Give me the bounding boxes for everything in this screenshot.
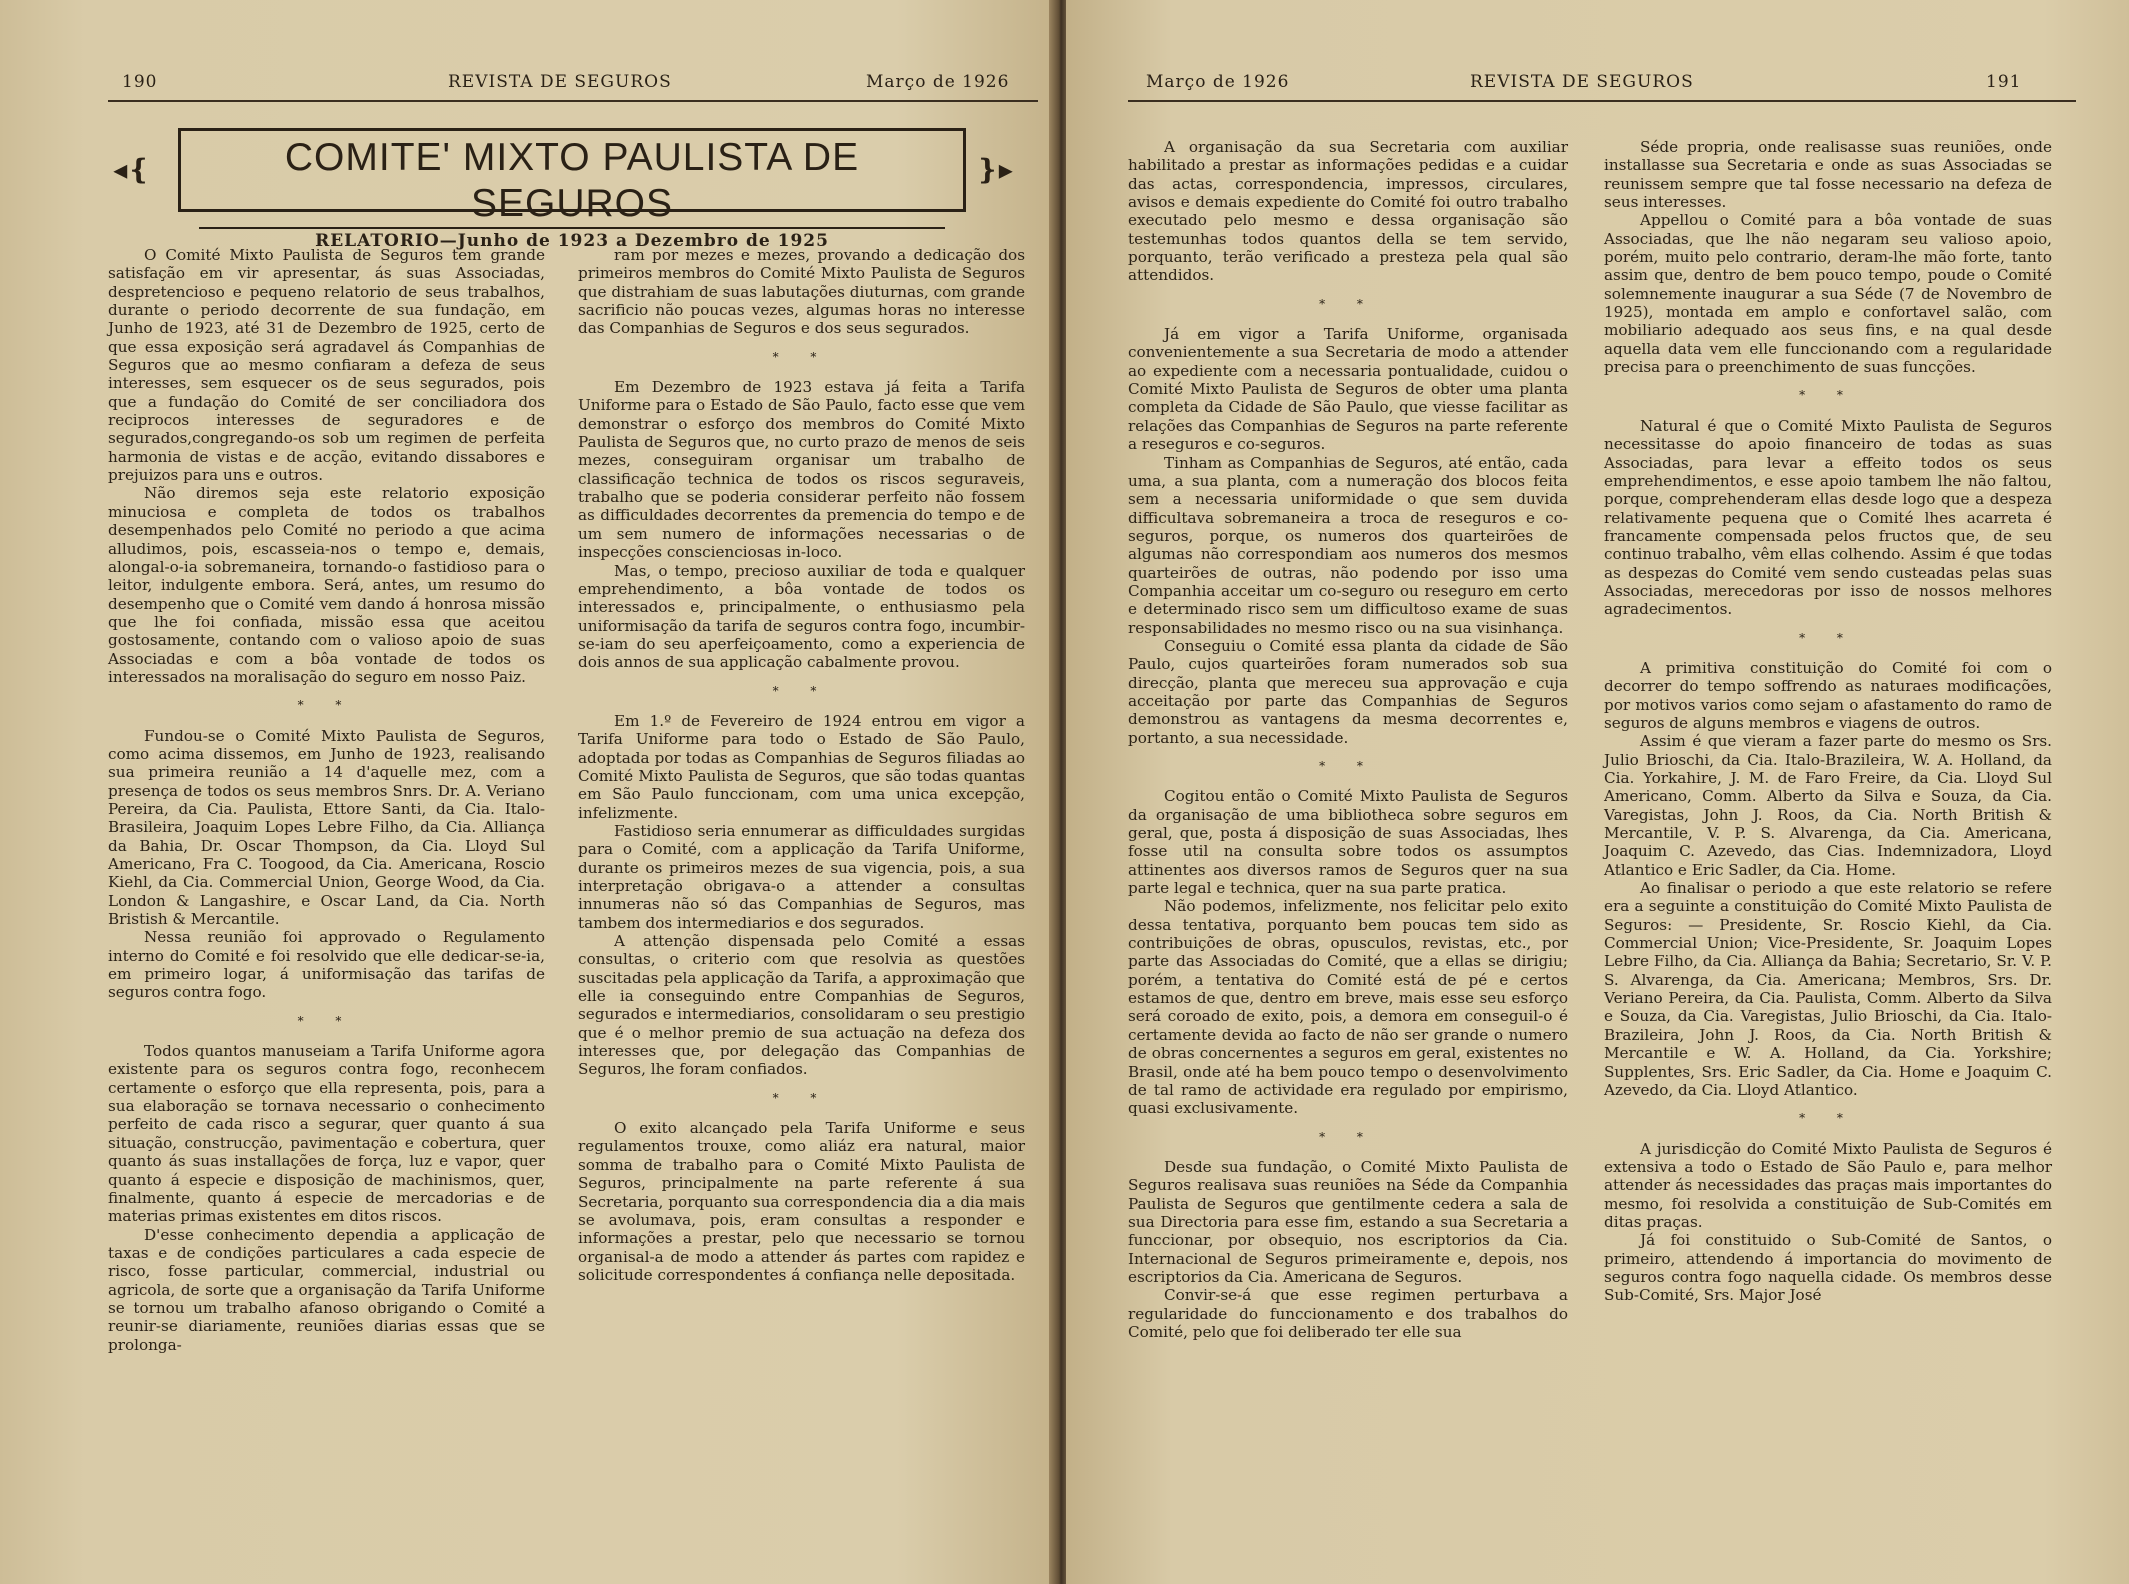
paragraph: Cogitou então o Comité Mixto Paulista de Seguros da organisação de uma bibliotheca sobre seguros em geral, que, posta á disposição de suas Associadas, lhes fosse util na consulta sobre todos os assumptos attinentes aos diversos ramos de Seguros quer na sua parte legal e technica, quer na sua parte pratica. [1128,787,1568,898]
right-column-1 [1128,138,1568,1341]
paragraph: Já em vigor a Tarifa Uniforme, organisada convenientemente a sua Secretaria de modo a attender ao expediente com a necessaria pontualidade, cuidou o Comité Mixto Paulista de Seguros de obter uma planta completa da Cidade de São Paulo, que viesse facilitar as relações das Companhias de Seguros na parte referente a reseguros e co-seguros. [1128,325,1568,454]
header-rule-left [108,100,1038,102]
paragraph: Natural é que o Comité Mixto Paulista de Seguros necessitasse do apoio financeiro de todas as suas Associadas, para levar a effeito todos os seus emprehendimentos, e esse apoio tambem lhe não faltou, porque, comprehenderam ellas desde logo que a despeza relativamente pequena que o Comité lhes acarreta é francamente compensada pelos fructos que, de seu continuo trabalho, vêm ellas colhendo. Assim é que todas as despezas do Comité vem sendo custeadas pelas suas Associadas, merecedoras por isso de nossos melhores agradecimentos. [1604,416,2052,619]
article-subtitle: RELATORIO—Junho de 1923 a Dezembro de 1925 [199,227,945,251]
paragraph: Ao finalisar o periodo a que este relatorio se refere era a seguinte a constituição do Comité Mixto Paulista de Seguros: — Presidente, Sr. Roscio Kiehl, da Cia. Commercial Union; Vice-Presidente, Sr. Joaquim Lopes Lebre Filho, da Cia. Alliança da Bahia; Secretario, Sr. V. P. S. Alvarenga, da Cia. Americana; Membros, Srs. Dr. Veriano Pereira, da Cia. Paulista, Comm. Alberto da Silva e Souza, da Cia. Varegistas, Julio Brioschi, da Cia. Italo-Brazileira, John J. Roos, da Cia. North British & Mercantile e W. A. Holland, da Cia. Yorkshire; Supplentes, Srs. Eric Sadler, da Cia. Home e Joaquim C. Azevedo, da Cia. Lloyd Atlantico. [1604,879,2052,1099]
header-rule-right [1128,100,2076,102]
article-title: COMITE' MIXTO PAULISTA DE SEGUROS [284,136,860,225]
left-column-2 [578,246,1025,1284]
date-right: Março de 1926 [1146,72,1290,92]
paragraph: A jurisdicção do Comité Mixto Paulista de Seguros é extensiva a todo o Estado de São Paulo e, para melhor attender ás necessidades das praças mais importantes do mesmo, foi resolvida a constituição de Sub-Comités em ditas praças. [1604,1139,2052,1231]
right-column-2 [1604,138,2052,1305]
running-title-right: REVISTA DE SEGUROS [1470,72,1694,92]
section-separator: * * [772,1090,831,1105]
paragraph: A primitiva constituição do Comité foi com o decorrer do tempo soffrendo as naturaes modificações, por motivos varios como sejam o afastamento do ramo de seguros de alguns membros e viagens de outros. [1604,658,2052,732]
paragraph: Séde propria, onde realisasse suas reuniões, onde installasse sua Secretaria e onde as suas Associadas se reunissem sempre que tal fosse necessario na defeza de seus interesses. [1604,138,2052,212]
paragraph: ram por mezes e mezes, provando a dedicação dos primeiros membros do Comité Mixto Paulista de Seguros que distrahiam de suas labutações diuturnas, com grande sacrificio não poucas vezes, algumas horas no interesse das Companhias de Seguros e dos seus segurados. [578,246,1025,338]
section-separator: * * [1799,630,1857,645]
section-separator: * * [772,349,831,364]
paragraph: Nessa reunião foi approvado o Regulamento interno do Comité e foi resolvido que elle dedicar-se-ia, em primeiro logar, á uniformisação das tarifas de seguros contra fogo. [108,928,545,1002]
section-separator: * * [1319,759,1377,773]
paragraph: Fastidioso seria ennumerar as difficuldades surgidas para o Comité, com a applicação da Tarifa Uniforme, durante os primeiros mezes de sua vigencia, pois, a sua interpretação obrigava-o a attender a consultas innumeras não só das Companhias de Seguros, mas tambem dos intermediarios e dos segurados. [578,821,1025,932]
section-separator: * * [297,698,356,713]
section-separator: * * [297,1013,356,1028]
paragraph: Não diremos seja este relatorio exposição minuciosa e completa de todos os trabalhos desempenhados pelo Comité no periodo a que acima alludimos, pois, escasseia-nos o tempo e, demais, alongal-o-ia sobremaneira, tornando-o fastidioso para o leitor, indulgente embora. Será, antes, um resumo do desempenho que o Comité vem dando á honrosa missão que lhe foi confiada, missão essa que aceitou gostosamente, contando com o valioso apoio de suas Associadas e com a bôa vontade de todos os interessados na moralisação do seguro em nosso Paiz. [108,484,545,686]
page-number-right: 191 [1986,72,2022,92]
article-title-box [178,128,966,251]
paragraph: D'esse conhecimento dependia a applicação de taxas e de condições particulares a cada especie de risco, fosse particular, commercial, industrial ou agricola, de sorte que a organisação da Tarifa Uniforme se tornou um trabalho afanoso obrigando o Comité a reunir-se diariamente, reuniões diarias essas que se prolonga- [108,1225,545,1354]
paragraph: Todos quantos manuseiam a Tarifa Uniforme agora existente para os seguros contra fogo, reconhecem certamente o esforço que ella representa, pois, para a sua elaboração se tornava necessario o conhecimento perfeito de cada risco a segurar, quer quanto á sua situação, construcção, pavimentação e cobertura, quer quanto ás suas installações de força, luz e vapor, quer quanto á especie e disposição de machinismos, quer, finalmente, quanto á especie de mercadorias e de materias primas existentes em ditos riscos. [108,1042,545,1226]
paragraph: Desde sua fundação, o Comité Mixto Paulista de Seguros realisava suas reuniões na Séde da Companhia Paulista de Seguros que gentilmente cedera a sala de sua Directoria para esse fim, estando a sua Secretaria a funccionar, por obsequio, nos escriptorios da Cia. Internacional de Seguros primeiramente e, depois, nos escriptorios da Cia. Americana de Seguros. [1128,1157,1568,1286]
paragraph: Mas, o tempo, precioso auxiliar de toda e qualquer emprehendimento, a bôa vontade de todos os interessados e, principalmente, o enthusiasmo pela uniformisação da tarifa de seguros contra fogo, incumbir-se-iam do seu aperfeiçoamento, como a experiencia de dois annos de sua applicação cabalmente provou. [578,561,1025,672]
paragraph: Em Dezembro de 1923 estava já feita a Tarifa Uniforme para o Estado de São Paulo, facto esse que vem demonstrar o esforço dos membros do Comité Mixto Paulista de Seguros que, no curto prazo de menos de seis mezes, conseguiram organisar um trabalho de classificação technica de todos os riscos seguraveis, trabalho que se poderia considerar perfeito não fossem as difficuldades decorrentes da premencia do tempo e de um sem numero de informações necessarias o de inspecções conscienciosas in-loco. [578,378,1025,562]
paragraph: A organisação da sua Secretaria com auxiliar habilitado a prestar as informações pedidas e a cuidar das actas, correspondencia, impressos, circulares, avisos e demais expediente do Comité foi outro trabalho executado pelo mesmo e dessa organisação são testemunhas todos quantos della se tem servido, porquanto, terão verificado a presteza pela qual são attendidos. [1128,138,1568,285]
paragraph: O exito alcançado pela Tarifa Uniforme e seus regulamentos trouxe, como aliáz era natural, maior somma de trabalho para o Comité Mixto Paulista de Seguros, principalmente na parte referente á sua Secretaria, porquanto sua correspondencia dia a dia mais se avolumava, pois, eram consultas a responder e informações a prestar, pelo que necessario se tornou organisal-a de modo a attender ás partes com rapidez e solicitude correspondentes á confiança nelle depositada. [578,1119,1025,1284]
section-separator: * * [1799,1111,1857,1126]
section-separator: * * [1319,296,1377,311]
right-page [1066,0,2129,1584]
paragraph: Tinham as Companhias de Seguros, até então, cada uma, a sua planta, com a numeração dos blocos feita sem a necessaria uniformidade o que sem duvida difficultava sobremaneira a troca de reseguros e co-seguros, porque, os numeros dos quarteirões de algumas não correspondiam aos numeros dos mesmos quarteirões de outras, não podendo por isso uma Companhia acceitar um co-seguro ou reseguro em certo e determinado risco sem um difficultoso exame de suas responsabilidades no mesmo risco ou na sua visinhança. [1128,453,1568,637]
ornament-left-icon: ◂❴ [113,153,151,186]
section-separator: * * [1319,1129,1377,1144]
paragraph: Já foi constituido o Sub-Comité de Santos, o primeiro, attendendo á importancia do movimento de seguros contra fogo naquella cidade. Os membros desse Sub-Comité, Srs. Major José [1604,1231,2052,1305]
paragraph: A attenção dispensada pelo Comité a essas consultas, o criterio com que resolvia as questões suscitadas pela applicação da Tarifa, a approximação que elle ia conseguindo entre Companhias de Seguros, segurados e intermediarios, consolidaram o seu prestigio que é o melhor premio de sua actuação na defeza dos interesses que, por delegação das Companhias de Seguros, lhe foram confiados. [578,932,1025,1079]
paragraph: Assim é que vieram a fazer parte do mesmo os Srs. Julio Brioschi, da Cia. Italo-Brazileira, W. A. Holland, da Cia. Yorkahire, J. M. de Faro Freire, da Cia. Lloyd Sul Americano, Comm. Alberto da Silva e Souza, da Cia. Varegistas, John J. Roos, da Cia. North British & Mercantile, V. P. S. Alvarenga, da Cia. Americana, Joaquim C. Azevedo, das Cias. Indemnizadora, Lloyd Atlantico e Eric Sadler, da Cia. Home. [1604,732,2052,879]
section-separator: * * [1799,388,1857,403]
paragraph: Appellou o Comité para a bôa vontade de suas Associadas, que lhe não negaram seu valioso apoio, porém, muito pelo contrario, deram-lhe mão forte, tanto assim que, dentro de bem pouco tempo, poude o Comité solemnemente inaugurar a sua Séde (7 de Novembro de 1925), montada em amplo e confortavel salão, com mobiliario adequado aos seus fins, e na qual desde aquella data vem elle funccionando com a regularidade precisa para o preenchimento de suas funcções. [1604,211,2052,377]
section-separator: * * [772,683,831,698]
ornament-right-icon: ❵▸ [975,153,1013,186]
running-title-left: REVISTA DE SEGUROS [448,72,672,92]
left-column-1 [108,246,545,1354]
paragraph: O Comité Mixto Paulista de Seguros tem grande satisfação em vir apresentar, ás suas Associadas, despretencioso e pequeno relatorio de seus trabalhos, durante o periodo decorrente de sua fundação, em Junho de 1923, até 31 de Dezembro de 1925, certo de que essa exposição será agradavel ás Companhias de Seguros que ao mesmo confiaram a defeza de seus interesses, sem esquecer os de seus segurados, pois que a fundação do Comité de ser conciliadora dos reciprocos interesses de seguradores e de segurados,congregando-os sob um regimen de perfeita harmonia de vistas e de acção, evitando dissabores e prejuizos para uns e outros. [108,246,545,485]
page-number-left: 190 [122,72,158,92]
date-left: Março de 1926 [866,72,1010,92]
paragraph: Convir-se-á que esse regimen perturbava a regularidade do funccionamento e dos trabalhos do Comité, pelo que foi deliberado ter elle sua [1128,1286,1568,1341]
paragraph: Fundou-se o Comité Mixto Paulista de Seguros, como acima dissemos, em Junho de 1923, realisando sua primeira reunião a 14 d'aquelle mez, com a presença de todos os seus membros Snrs. Dr. A. Veriano Pereira, da Cia. Paulista, Ettore Santi, da Cia. Italo-Brasileira, Joaquim Lopes Lebre Filho, da Cia. Alliança da Bahia, Dr. Oscar Thompson, da Cia. Lloyd Sul Americano, Fra C. Toogood, da Cia. Americana, Roscio Kiehl, da Cia. Commercial Union, George Wood, da Cia. London & Langashire, e Oscar Land, da Cia. North Bristish & Mercantile. [108,726,545,929]
left-page [0,0,1055,1584]
paragraph: Não podemos, infelizmente, nos felicitar pelo exito dessa tentativa, porquanto bem poucas tem sido as contribuições de obras, opusculos, revistas, etc., por parte das Associadas do Comité, que a ellas se dirigiu; porém, a tentativa do Comité está de pé e certos estamos de que, dentro em breve, mais esse seu esforço será coroado de exito, pois, a demora em conseguil-o é certamente devida ao facto de não ser grande o numero de obras concernentes a seguros em geral, existentes no Brasil, onde até ha bem pouco tempo o desenvolvimento de tal ramo de actividade era regulado por empirismo, quasi exclusivamente. [1128,897,1568,1118]
paragraph: Conseguiu o Comité essa planta da cidade de São Paulo, cujos quarteirões foram numerados sob sua direcção, planta que mereceu sua approvação e cuja acceitação por parte das Companhias de Seguros demonstrou as vantagens da mesma decorrentes e, portanto, a sua necessidade. [1128,636,1568,747]
paragraph: Em 1.º de Fevereiro de 1924 entrou em vigor a Tarifa Uniforme para todo o Estado de São Paulo, adoptada por todas as Companhias de Seguros filiadas ao Comité Mixto Paulista de Seguros, que são todas quantas em São Paulo funccionam, com uma unica excepção, infelizmente. [578,711,1025,822]
